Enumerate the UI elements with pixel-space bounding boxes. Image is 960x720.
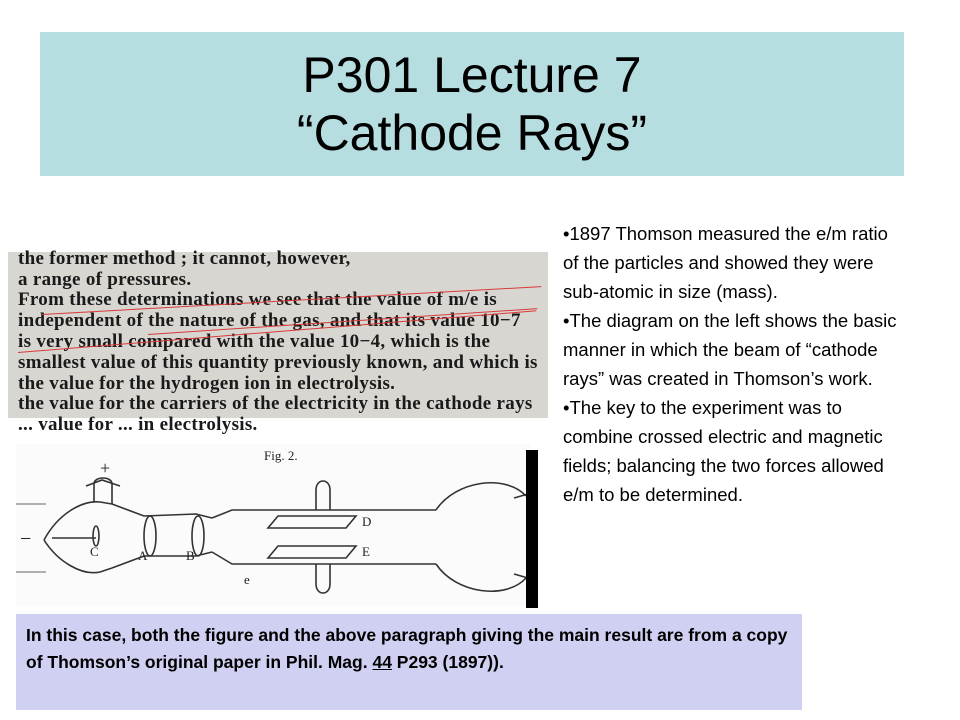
bullet-item: •1897 Thomson measured the e/m ratio of the particles and showed they were sub-atomic in size (mass). [563, 223, 888, 302]
figure-label-c: C [90, 544, 99, 559]
figure-label-e: E [362, 544, 370, 559]
divider-bar [526, 450, 538, 608]
figure-label-b: B [186, 548, 195, 563]
source-note [26, 622, 796, 676]
source-note-text: In this case, both the figure and the above paragraph giving the main result are from a copy of Thomson’s original paper in Phil. Mag. [26, 625, 788, 672]
title-banner [40, 32, 904, 176]
scan-line: smallest value of this quantity previously known, and which is [18, 352, 538, 373]
figure-label-d: D [362, 514, 372, 529]
cathode-ray-tube-figure [16, 444, 530, 606]
bullet-item: •The diagram on the left shows the basic manner in which the beam of “cathode rays” was created in Thomson’s work. [563, 310, 897, 389]
scan-line: a range of pressures. [18, 269, 192, 290]
scan-line: the value for the hydrogen ion in electrolysis. [18, 373, 396, 394]
figure-label-small-e: e [244, 572, 250, 587]
scan-line: the value for the carriers of the electricity in the cathode rays [18, 393, 533, 414]
source-note-citation: P293 (1897)). [391, 652, 504, 672]
figure-label-a: A [138, 548, 148, 563]
bullet-list [563, 219, 908, 509]
scan-line: ... value for ... in electrolysis. [18, 414, 258, 435]
figure-label-plus: + [100, 458, 111, 478]
figure-caption: Fig. 2. [264, 448, 298, 463]
tube-diagram [16, 444, 530, 606]
scan-line: independent of the nature of the gas, and that its value 10−7 [18, 310, 521, 331]
scan-line: the former method ; it cannot, however, [18, 248, 351, 269]
page-subtitle: “Cathode Rays” [296, 105, 648, 161]
page-title: P301 Lecture 7 [302, 47, 642, 103]
scan-line: is very small compared with the value 10−4, which is the [18, 331, 491, 352]
scanned-paper-excerpt [8, 248, 548, 435]
figure-label-minus: − [20, 528, 32, 550]
source-note-box [16, 614, 802, 710]
bullet-item: •The key to the experiment was to combine crossed electric and magnetic fields; balancing the two forces allowed e/m to be determined. [563, 397, 884, 505]
journal-volume: 44 [372, 652, 392, 672]
scan-line: From these determinations we see that the value of m/e is [18, 289, 497, 310]
